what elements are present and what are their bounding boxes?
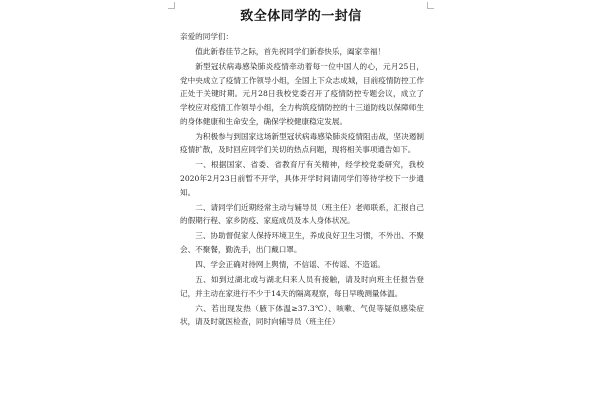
paragraph-item-2: 二、请同学们近期经常主动与辅导员（班主任）老师联系，汇报自己的假期行程、家乡防疫、家庭成员及本人身体状况。 bbox=[180, 202, 424, 226]
paragraph-item-4: 四、学会正确对待网上舆情，不信谣、不传谣、不造谣。 bbox=[195, 260, 386, 269]
letter-body bbox=[166, 25, 436, 329]
page-corner-mark-top-left bbox=[168, 2, 175, 9]
paragraph-notice-intro: 为积极参与到国家这场新型冠状病毒感染肺炎疫情阻击战，坚决遏制疫情扩散，及时回应同学们关切的热点问题，现将相关事项通告如下。 bbox=[180, 131, 424, 155]
paragraph-item-1: 一、根据国家、省委、省教育厅有关精神，经学校党委研究，我校2020年2月23日前暂不开学，具体开学时间请同学们等待学校下一步通知。 bbox=[180, 160, 424, 197]
document-page bbox=[166, 0, 436, 400]
page-corner-mark-top-right bbox=[427, 2, 434, 9]
paragraph-background: 新型冠状病毒感染肺炎疫情牵动着每一位中国人的心，元月25日，党中央成立了疫情工作领导小组，全国上下众志成城，目前疫情防控工作正处于关键时期。元月28日我校党委召开了疫情防控专题会议，成立了学校应对疫情工作领导小组，全力构筑疫情防控的十三道防线以保障师生的身体健康和生命安全，确保学校健康稳定发展。 bbox=[180, 62, 424, 126]
paragraph-item-3: 三、协助督促家人保持环境卫生，养成良好卫生习惯，不外出、不聚会、不聚餐，勤洗手，出门戴口罩。 bbox=[180, 231, 424, 254]
letter-salutation: 亲爱的同学们： bbox=[180, 32, 234, 41]
paragraph-item-6: 六、若出现发热（腋下体温≥37.3℃）、咳嗽、气促等疑似感染症状，请及时就医检查，同时向辅导员（班主任） bbox=[180, 303, 424, 327]
letter-title: 致全体同学的一封信 bbox=[240, 9, 362, 24]
paragraph-item-5: 五、如到过湖北或与湖北归来人员有接触，请及时向班主任报告登记，并主动在家进行不少于14天的隔离观察，每日早晚测量体温。 bbox=[180, 275, 424, 298]
paragraph-greeting: 值此新春佳节之际，首先祝同学们新春快乐，阖家幸福！ bbox=[195, 47, 386, 57]
